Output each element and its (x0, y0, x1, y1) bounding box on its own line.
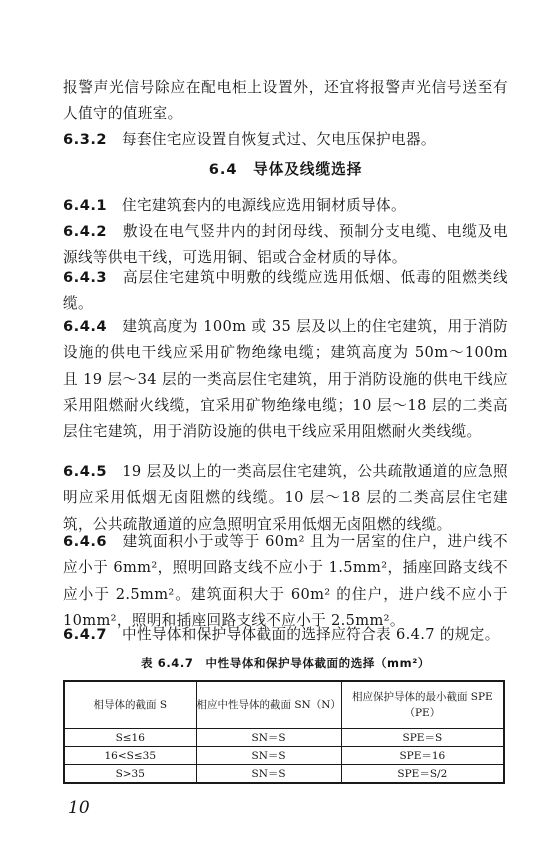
clause-text: 住宅建筑套内的电源线应选用铜材质导体。 (122, 197, 406, 214)
conductor-section-table (63, 680, 505, 784)
clause-number: 6.4.5 (63, 463, 108, 480)
table-cell: 16<S≤35 (64, 747, 196, 765)
clause-number: 6.4.4 (63, 318, 108, 335)
table-cell: S≤16 (64, 729, 196, 747)
clause-text: 19 层及以上的一类高层住宅建筑，公共疏散通道的应急照明应采用低烟无卤阻燃的线缆。10 层～18 层的二类高层住宅建筑，公共疏散通道的应急照明宜采用低烟无卤阻燃的线缆。 (63, 463, 508, 533)
clause-text: 高层住宅建筑中明敷的线缆应选用低烟、低毒的阻燃类线缆。 (63, 269, 508, 313)
clause-number: 6.4.1 (63, 197, 108, 214)
clause-number: 6.4.2 (63, 223, 108, 240)
table-cell: SN＝S (196, 747, 341, 765)
table-row (64, 747, 504, 765)
clause-number: 6.4.6 (63, 533, 108, 550)
header-protective-section: 相应保护导体的最小截面 SPE（PE） (341, 681, 504, 729)
table-row (64, 765, 504, 784)
clause-number: 6.3.2 (63, 131, 108, 148)
clause-number: 6.4.7 (63, 626, 108, 643)
table-caption: 表 6.4.7 中性导体和保护导体截面的选择（mm²） (141, 656, 430, 670)
clause-text: 敷设在电气竖井内的封闭母线、预制分支电缆、电缆及电源线等供电干线，可选用铜、铝或合金材质的导体。 (63, 223, 508, 267)
header-neutral-section: 相应中性导体的截面 SN（N） (196, 681, 341, 729)
clause-number: 6.4.3 (63, 269, 108, 286)
table-cell: S>35 (64, 765, 196, 784)
clause-6-4-4 (63, 314, 508, 445)
clause-6-4-2 (63, 219, 508, 272)
header-phase-section: 相导体的截面 S (64, 681, 196, 729)
clause-text: 建筑高度为 100m 或 35 层及以上的住宅建筑，用于消防设施的供电干线应采用矿物绝缘电缆；建筑高度为 50m～100m 且 19 层～34 层的一类高层住宅建筑，用于消防设施的供电干线应采用阻燃耐火线缆，宜采用矿物绝缘电缆；10 层～18 层的二类高层住宅建筑，用于消防设施的供电干线应采用阻燃耐火类线缆。 (63, 318, 508, 441)
table-row (64, 729, 504, 747)
clause-6-4-3 (63, 265, 508, 318)
table-header-row (64, 681, 504, 729)
table-cell: SN＝S (196, 765, 341, 784)
clause-6-4-7 (63, 622, 508, 648)
clause-text: 每套住宅应设置自恢复式过、欠电压保护电器。 (122, 131, 436, 148)
clause-6-3-2 (63, 127, 508, 153)
section-heading: 6.4 导体及线缆选择 (208, 161, 363, 178)
page-number: 10 (68, 798, 90, 818)
clause-6-4-5 (63, 459, 508, 538)
clause-text: 建筑面积小于或等于 60m² 且为一居室的住户，进户线不应小于 6mm²，照明回路支线不应小于 1.5mm²，插座回路支线不应小于 2.5mm²。建筑面积大于 60m² 的住户，进户线不应小于 10mm²，照明和插座回路支线不应小于 2.5mm²。 (63, 533, 508, 629)
table-cell: SPE＝16 (341, 747, 504, 765)
table-cell: SN＝S (196, 729, 341, 747)
paragraph-text: 报警声光信号除应在配电柜上设置外，还宜将报警声光信号送至有人值守的值班室。 (63, 79, 508, 123)
paragraph-cont (63, 75, 508, 128)
clause-text: 中性导体和保护导体截面的选择应符合表 6.4.7 的规定。 (122, 626, 500, 643)
clause-6-4-1 (63, 193, 508, 219)
table-cell: SPE＝S/2 (341, 765, 504, 784)
clause-6-4-6 (63, 529, 508, 634)
table-cell: SPE＝S (341, 729, 504, 747)
